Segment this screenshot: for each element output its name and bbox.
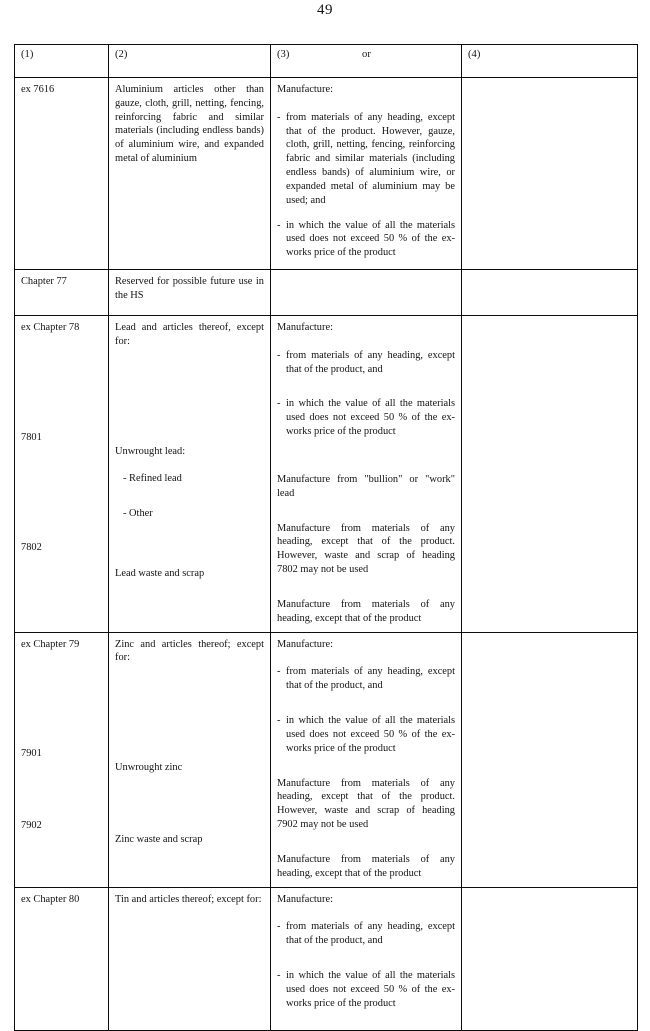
working-bullet-text: in which the value of all the materials used does not exceed 50 % of the ex-works price of the product	[286, 398, 455, 438]
row-alternative-cell	[462, 632, 638, 887]
product-description: Unwrought zinc	[115, 762, 183, 774]
row-code-cell	[15, 887, 109, 1030]
header-label-4: (4)	[468, 49, 481, 60]
working-bullet-text: in which the value of all the materials used does not exceed 50 % of the ex-works price of the product	[286, 970, 455, 1009]
product-description: Aluminium articles other than gauze, cloth, grill, netting, fencing, reinforcing fabric and similar materials (including endless bands) of aluminium wire, and expanded metal of aluminium	[115, 84, 264, 165]
hs-code: 7801	[21, 431, 42, 443]
row-code-cell	[15, 78, 109, 270]
row-description-cell	[109, 270, 271, 316]
working-bullet-text: in which the value of all the materials used does not exceed 50 % of the ex-works price of the product	[286, 715, 455, 754]
product-description: Lead waste and scrap	[115, 568, 205, 580]
working-bullet	[277, 714, 455, 755]
row-code-cell	[15, 632, 109, 887]
row-alternative-cell	[462, 316, 638, 633]
row-working-cell	[271, 887, 462, 1030]
bullet-dash-icon: -	[277, 666, 281, 678]
row-alternative-cell	[462, 270, 638, 316]
header-cell-2	[109, 45, 271, 78]
product-subitem: - Refined lead	[123, 473, 182, 485]
row-alternative-cell	[462, 78, 638, 270]
header-cell-4	[462, 45, 638, 78]
working-bullet	[277, 920, 455, 948]
table-row	[15, 270, 638, 316]
product-description: Zinc waste and scrap	[115, 834, 203, 846]
hs-code: ex Chapter 79	[21, 638, 80, 650]
row-code-cell	[15, 316, 109, 633]
hs-code: 7901	[21, 748, 42, 760]
manufacture-intro: Manufacture:	[277, 638, 333, 650]
header-label-3: (3)	[277, 49, 290, 60]
working-bullet-text: in which the value of all the materials used does not exceed 50 % of the ex-works price of the product	[286, 219, 455, 259]
working-text: Manufacture from materials of any heading, except that of the product	[277, 853, 455, 879]
product-description: Tin and articles thereof; except for:	[115, 893, 262, 905]
row-code-cell	[15, 270, 109, 316]
row-alternative-cell	[462, 887, 638, 1030]
hs-code: 7902	[21, 820, 42, 832]
working-text: Manufacture from materials of any heading, except that of the product. However, waste and scrap of heading 7902 may not be used	[277, 777, 455, 831]
header-or-label: or	[362, 49, 371, 60]
manufacture-intro: Manufacture:	[277, 893, 333, 905]
working-text: Manufacture from "bullion" or "work" lead	[277, 473, 455, 499]
product-subitem: - Other	[123, 508, 153, 520]
product-description: Lead and articles thereof, except for:	[115, 322, 264, 347]
bullet-dash-icon: -	[277, 349, 281, 361]
table-row	[15, 632, 638, 887]
working-bullet	[277, 219, 455, 260]
working-bullet	[277, 397, 455, 438]
bullet-dash-icon: -	[277, 111, 281, 123]
working-bullet	[277, 111, 455, 208]
row-working-cell	[271, 270, 462, 316]
row-description-cell	[109, 632, 271, 887]
manufacture-intro: Manufacture:	[277, 322, 333, 333]
row-description-cell	[109, 887, 271, 1030]
header-label-1: (1)	[21, 49, 34, 60]
working-bullet-text: from materials of any heading, except that of the product, and	[286, 921, 455, 947]
hs-code: ex Chapter 80	[21, 893, 80, 905]
table-row	[15, 78, 638, 270]
hs-code: 7802	[21, 541, 42, 553]
page-number: 49	[317, 2, 333, 18]
working-bullet	[277, 665, 455, 693]
manufacture-intro: Manufacture:	[277, 84, 333, 95]
header-label-2: (2)	[115, 49, 128, 60]
hs-code: ex Chapter 78	[21, 322, 80, 333]
hs-code: Chapter 77	[21, 276, 67, 287]
origin-rules-table	[14, 44, 638, 1031]
product-description: Zinc and articles thereof; except for:	[115, 638, 264, 664]
bullet-dash-icon: -	[277, 970, 281, 982]
product-description: Reserved for possible future use in the HS	[115, 276, 264, 301]
table-header-row	[15, 45, 638, 78]
working-bullet	[277, 969, 455, 1010]
bullet-dash-icon: -	[277, 715, 281, 727]
table-row	[15, 316, 638, 633]
working-bullet-text: from materials of any heading, except that of the product. However, gauze, cloth, grill, netting, fencing, reinforcing fabric and similar materials (including endless bands) of aluminium wire, or expanded metal of aluminium may be used; and	[286, 111, 455, 206]
product-description: Unwrought lead:	[115, 445, 186, 457]
row-description-cell	[109, 316, 271, 633]
row-working-cell	[271, 78, 462, 270]
bullet-dash-icon: -	[277, 219, 281, 231]
header-cell-3	[271, 45, 462, 78]
bullet-dash-icon: -	[277, 398, 281, 410]
working-text: Manufacture from materials of any heading, except that of the product. However, waste and scrap of heading 7802 may not be used	[277, 522, 455, 576]
table-row	[15, 887, 638, 1030]
working-text: Manufacture from materials of any heading, except that of the product	[277, 598, 455, 624]
working-bullet-text: from materials of any heading, except that of the product, and	[286, 666, 455, 692]
row-description-cell	[109, 78, 271, 270]
bullet-dash-icon: -	[277, 921, 281, 933]
hs-code: ex 7616	[21, 84, 55, 95]
header-cell-1	[15, 45, 109, 78]
working-bullet-text: from materials of any heading, except that of the product, and	[286, 349, 455, 375]
row-working-cell	[271, 632, 462, 887]
working-bullet	[277, 349, 455, 377]
row-working-cell	[271, 316, 462, 633]
